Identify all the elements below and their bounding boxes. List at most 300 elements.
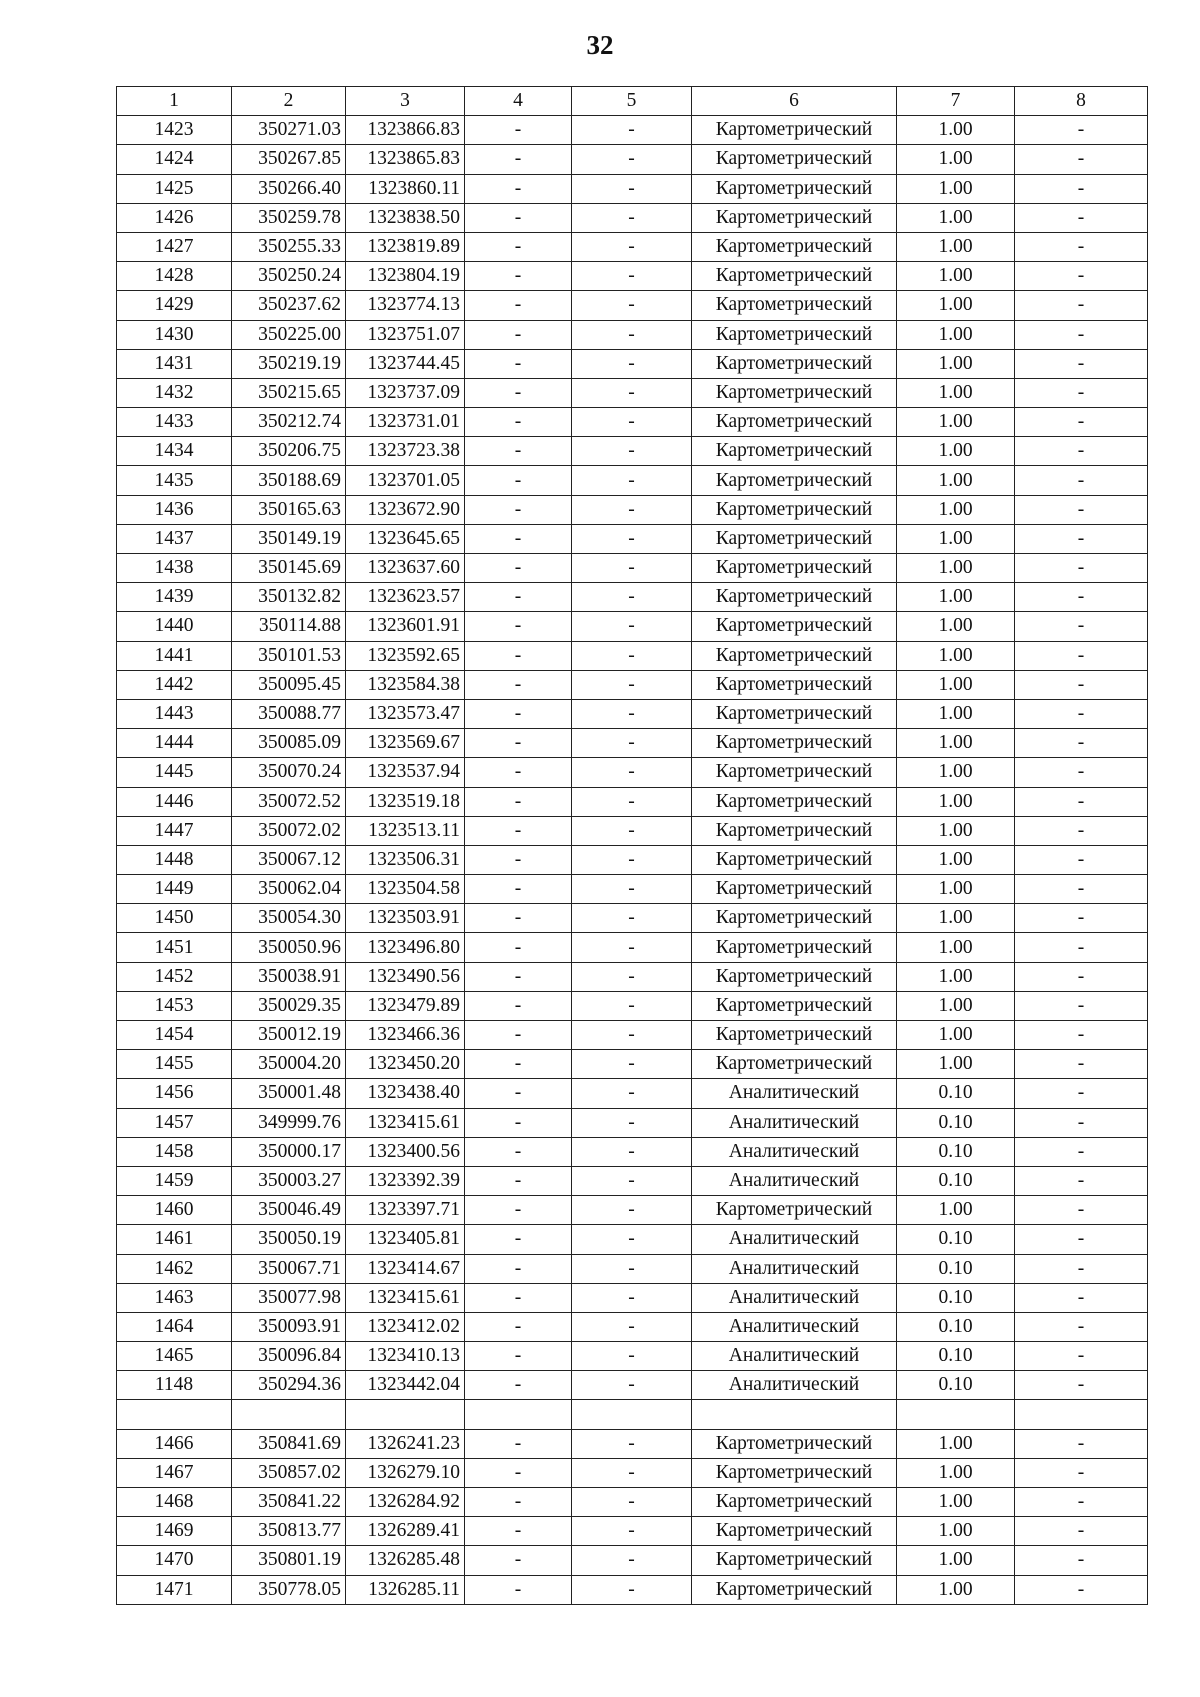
table-cell-col-4: - — [465, 1050, 572, 1079]
table-cell-col-7: 1.00 — [897, 437, 1015, 466]
table-row — [117, 495, 1148, 524]
table-cell-col-5: - — [572, 729, 692, 758]
table-cell-col-3: 1323645.65 — [346, 524, 465, 553]
table-cell-col-2: 350188.69 — [232, 466, 346, 495]
table-cell-col-2: 350857.02 — [232, 1458, 346, 1487]
table-cell-col-3: 1323466.36 — [346, 1021, 465, 1050]
table-row — [117, 787, 1148, 816]
table-cell-col-6: Картометрический — [692, 758, 897, 787]
table-cell-col-1: 1459 — [117, 1166, 232, 1195]
table-cell-col-5: - — [572, 1575, 692, 1604]
table-cell-col-4: - — [465, 320, 572, 349]
table-cell-col-6: Аналитический — [692, 1312, 897, 1341]
table-cell-col-4: - — [465, 495, 572, 524]
table-cell-col-1: 1434 — [117, 437, 232, 466]
table-cell-col-7: 0.10 — [897, 1079, 1015, 1108]
table-cell-col-5: - — [572, 699, 692, 728]
table-cell-col-3: 1323442.04 — [346, 1371, 465, 1400]
table-cell-col-6: Картометрический — [692, 524, 897, 553]
table-cell-col-1: 1451 — [117, 933, 232, 962]
table-cell-col-6: Аналитический — [692, 1166, 897, 1195]
table-cell-col-4: - — [465, 554, 572, 583]
table-cell-col-3: 1326241.23 — [346, 1429, 465, 1458]
table-cell-col-2: 350004.20 — [232, 1050, 346, 1079]
table-cell-col-3: 1323751.07 — [346, 320, 465, 349]
table-cell-col-5: - — [572, 320, 692, 349]
table-cell-col-8: - — [1015, 495, 1148, 524]
table-cell-col-4: - — [465, 203, 572, 232]
table-cell-col-4: - — [465, 933, 572, 962]
table-cell-col-6: Картометрический — [692, 933, 897, 962]
table-cell-col-8: - — [1015, 1050, 1148, 1079]
table-cell-col-4: - — [465, 1546, 572, 1575]
table-cell-col-2: 350267.85 — [232, 145, 346, 174]
table-cell-col-2: 350778.05 — [232, 1575, 346, 1604]
table-cell-col-6: Картометрический — [692, 699, 897, 728]
table-cell-col-2: 350054.30 — [232, 904, 346, 933]
table-row — [117, 1166, 1148, 1195]
table-cell-col-4: - — [465, 699, 572, 728]
table-cell-col-5: - — [572, 904, 692, 933]
table-cell-col-2: 350101.53 — [232, 641, 346, 670]
table-cell-col-5: - — [572, 1546, 692, 1575]
table-cell-col-4: - — [465, 349, 572, 378]
table-cell-col-7: 0.10 — [897, 1225, 1015, 1254]
table-row — [117, 116, 1148, 145]
page-number: 32 — [586, 30, 614, 60]
table-cell-col-3: 1323405.81 — [346, 1225, 465, 1254]
table-cell-col-5: - — [572, 933, 692, 962]
table-cell-col-8: - — [1015, 145, 1148, 174]
table-cell-col-7: 0.10 — [897, 1312, 1015, 1341]
table-cell-col-7: 1.00 — [897, 1517, 1015, 1546]
table-cell-col-3: 1323744.45 — [346, 349, 465, 378]
table-cell-col-4: - — [465, 1283, 572, 1312]
table-cell-col-2: 350070.24 — [232, 758, 346, 787]
table-cell-col-7: 1.00 — [897, 729, 1015, 758]
table-cell-col-1: 1435 — [117, 466, 232, 495]
table-cell-col-6: Картометрический — [692, 641, 897, 670]
table-cell-col-2: 350266.40 — [232, 174, 346, 203]
table-cell-col-7: 1.00 — [897, 699, 1015, 728]
table-cell-col-1: 1424 — [117, 145, 232, 174]
table-cell-col-6: Картометрический — [692, 583, 897, 612]
table-cell-col-2: 350114.88 — [232, 612, 346, 641]
table-cell-col-3: 1326285.48 — [346, 1546, 465, 1575]
table-cell-col-3: 1323412.02 — [346, 1312, 465, 1341]
table-cell-col-8: - — [1015, 174, 1148, 203]
table-cell-col-7: 1.00 — [897, 758, 1015, 787]
table-cell-col-3: 1323519.18 — [346, 787, 465, 816]
table-cell-col-7: 1.00 — [897, 875, 1015, 904]
table-cell-col-5: - — [572, 437, 692, 466]
table-cell-col-8: - — [1015, 670, 1148, 699]
table-cell-col-1: 1425 — [117, 174, 232, 203]
table-cell-col-6: Картометрический — [692, 1429, 897, 1458]
table-cell-col-4: - — [465, 845, 572, 874]
table-cell-col-5: - — [572, 991, 692, 1020]
table-cell-col-1: 1470 — [117, 1546, 232, 1575]
table-cell-col-1: 1445 — [117, 758, 232, 787]
table-cell-col-7: 1.00 — [897, 408, 1015, 437]
table-cell-col-7: 1.00 — [897, 1458, 1015, 1487]
table-cell-col-5 — [572, 1400, 692, 1429]
table-cell-col-6: Аналитический — [692, 1108, 897, 1137]
table-cell-col-5: - — [572, 116, 692, 145]
table-cell-col-1: 1467 — [117, 1458, 232, 1487]
table-cell-col-8: - — [1015, 1312, 1148, 1341]
table-cell-col-3: 1323414.67 — [346, 1254, 465, 1283]
table-cell-col-6: Картометрический — [692, 378, 897, 407]
table-cell-col-1: 1440 — [117, 612, 232, 641]
table-cell-col-3: 1323865.83 — [346, 145, 465, 174]
table-cell-col-1: 1446 — [117, 787, 232, 816]
table-cell-col-4: - — [465, 1079, 572, 1108]
table-cell-col-3: 1323503.91 — [346, 904, 465, 933]
table-cell-col-8: - — [1015, 641, 1148, 670]
table-cell-col-5: - — [572, 641, 692, 670]
table-cell-col-1: 1436 — [117, 495, 232, 524]
table-cell-col-5: - — [572, 1429, 692, 1458]
table-cell-col-7: 1.00 — [897, 933, 1015, 962]
table-cell-col-6: Картометрический — [692, 962, 897, 991]
table-cell-col-3: 1323506.31 — [346, 845, 465, 874]
table-cell-col-3: 1323774.13 — [346, 291, 465, 320]
table-row — [117, 174, 1148, 203]
table-cell-col-6: Картометрический — [692, 612, 897, 641]
table-cell-col-8: - — [1015, 232, 1148, 261]
table-cell-col-4: - — [465, 116, 572, 145]
column-header-1: 1 — [117, 87, 232, 116]
table-cell-col-2: 350145.69 — [232, 554, 346, 583]
table-cell-col-1: 1427 — [117, 232, 232, 261]
table-cell-col-7: 0.10 — [897, 1342, 1015, 1371]
table-cell-col-7: 1.00 — [897, 612, 1015, 641]
table-cell-col-4: - — [465, 1108, 572, 1137]
table-row — [117, 1458, 1148, 1487]
table-cell-col-2: 350165.63 — [232, 495, 346, 524]
table-cell-col-2: 350271.03 — [232, 116, 346, 145]
table-row — [117, 466, 1148, 495]
table-cell-col-3: 1323592.65 — [346, 641, 465, 670]
table-cell-col-5: - — [572, 554, 692, 583]
table-cell-col-6: Картометрический — [692, 1517, 897, 1546]
table-cell-col-4: - — [465, 232, 572, 261]
table-cell-col-6: Картометрический — [692, 174, 897, 203]
table-cell-col-4: - — [465, 174, 572, 203]
table-cell-col-3: 1323569.67 — [346, 729, 465, 758]
table-cell-col-2: 349999.76 — [232, 1108, 346, 1137]
table-cell-col-5: - — [572, 816, 692, 845]
table-cell-col-6: Аналитический — [692, 1137, 897, 1166]
table-cell-col-7 — [897, 1400, 1015, 1429]
table-cell-col-8: - — [1015, 466, 1148, 495]
table-cell-col-2: 350050.19 — [232, 1225, 346, 1254]
table-cell-col-2: 350029.35 — [232, 991, 346, 1020]
table-cell-col-1: 1439 — [117, 583, 232, 612]
table-cell-col-6 — [692, 1400, 897, 1429]
table-cell-col-4: - — [465, 962, 572, 991]
table-cell-col-7: 1.00 — [897, 1488, 1015, 1517]
table-cell-col-8: - — [1015, 1429, 1148, 1458]
table-cell-col-5: - — [572, 262, 692, 291]
table-cell-col-7: 1.00 — [897, 816, 1015, 845]
table-cell-col-3: 1323400.56 — [346, 1137, 465, 1166]
table-row — [117, 145, 1148, 174]
table-cell-col-2: 350093.91 — [232, 1312, 346, 1341]
table-cell-col-2: 350255.33 — [232, 232, 346, 261]
table-cell-col-7: 1.00 — [897, 174, 1015, 203]
table-cell-col-6: Картометрический — [692, 349, 897, 378]
table-cell-col-7: 1.00 — [897, 641, 1015, 670]
table-cell-col-2: 350067.71 — [232, 1254, 346, 1283]
table-cell-col-7: 1.00 — [897, 291, 1015, 320]
table-cell-col-8 — [1015, 1400, 1148, 1429]
table-cell-col-3: 1323490.56 — [346, 962, 465, 991]
table-cell-col-4: - — [465, 641, 572, 670]
table-cell-col-6: Аналитический — [692, 1283, 897, 1312]
table-cell-col-3: 1323537.94 — [346, 758, 465, 787]
table-cell-col-7: 0.10 — [897, 1166, 1015, 1195]
table-cell-col-7: 1.00 — [897, 1546, 1015, 1575]
table-cell-col-6: Картометрический — [692, 816, 897, 845]
table-cell-col-6: Картометрический — [692, 145, 897, 174]
table-cell-col-1: 1448 — [117, 845, 232, 874]
table-cell-col-3 — [346, 1400, 465, 1429]
table-cell-col-3: 1323672.90 — [346, 495, 465, 524]
table-cell-col-3: 1326289.41 — [346, 1517, 465, 1546]
table-cell-col-4: - — [465, 378, 572, 407]
table-cell-col-1: 1441 — [117, 641, 232, 670]
table-cell-col-3: 1323415.61 — [346, 1108, 465, 1137]
table-cell-col-8: - — [1015, 875, 1148, 904]
table-cell-col-3: 1323804.19 — [346, 262, 465, 291]
table-cell-col-6: Аналитический — [692, 1371, 897, 1400]
table-cell-col-6: Картометрический — [692, 1488, 897, 1517]
table-cell-col-8: - — [1015, 699, 1148, 728]
table-cell-col-3: 1323866.83 — [346, 116, 465, 145]
table-cell-col-1: 1471 — [117, 1575, 232, 1604]
table-cell-col-7: 1.00 — [897, 116, 1015, 145]
table-cell-col-1: 1437 — [117, 524, 232, 553]
table-cell-col-1: 1463 — [117, 1283, 232, 1312]
table-cell-col-6: Картометрический — [692, 408, 897, 437]
table-cell-col-2: 350000.17 — [232, 1137, 346, 1166]
column-header-3: 3 — [346, 87, 465, 116]
table-cell-col-3: 1326284.92 — [346, 1488, 465, 1517]
table-cell-col-6: Картометрический — [692, 495, 897, 524]
table-cell-col-6: Картометрический — [692, 1458, 897, 1487]
table-cell-col-4: - — [465, 612, 572, 641]
table-cell-col-8: - — [1015, 1488, 1148, 1517]
table-row — [117, 1079, 1148, 1108]
table-cell-col-6: Аналитический — [692, 1225, 897, 1254]
table-cell-col-7: 0.10 — [897, 1283, 1015, 1312]
table-cell-col-1: 1466 — [117, 1429, 232, 1458]
table-cell-col-2: 350062.04 — [232, 875, 346, 904]
table-cell-col-2 — [232, 1400, 346, 1429]
table-cell-col-8: - — [1015, 583, 1148, 612]
table-cell-col-5: - — [572, 1312, 692, 1341]
table-cell-col-2: 350072.02 — [232, 816, 346, 845]
table-cell-col-1: 1464 — [117, 1312, 232, 1341]
table-cell-col-5: - — [572, 291, 692, 320]
table-cell-col-5: - — [572, 845, 692, 874]
table-cell-col-3: 1323737.09 — [346, 378, 465, 407]
table-cell-col-5: - — [572, 145, 692, 174]
table-cell-col-6: Картометрический — [692, 875, 897, 904]
table-row — [117, 1137, 1148, 1166]
table-cell-col-7: 1.00 — [897, 262, 1015, 291]
table-cell-col-8: - — [1015, 1079, 1148, 1108]
table-cell-col-5: - — [572, 1283, 692, 1312]
table-cell-col-6: Картометрический — [692, 670, 897, 699]
table-cell-col-3: 1323438.40 — [346, 1079, 465, 1108]
table-cell-col-8: - — [1015, 1225, 1148, 1254]
table-cell-col-3: 1323838.50 — [346, 203, 465, 232]
table-row — [117, 904, 1148, 933]
table-cell-col-5: - — [572, 1137, 692, 1166]
table-row — [117, 232, 1148, 261]
table-cell-col-4: - — [465, 1575, 572, 1604]
table-row — [117, 1196, 1148, 1225]
table-cell-col-3: 1323731.01 — [346, 408, 465, 437]
table-cell-col-5: - — [572, 875, 692, 904]
table-header-row — [117, 87, 1148, 116]
table-cell-col-4: - — [465, 583, 572, 612]
table-cell-col-2: 350149.19 — [232, 524, 346, 553]
table-cell-col-4: - — [465, 670, 572, 699]
table-row — [117, 1021, 1148, 1050]
table-cell-col-6: Картометрический — [692, 1196, 897, 1225]
table-cell-col-4 — [465, 1400, 572, 1429]
table-cell-col-2: 350012.19 — [232, 1021, 346, 1050]
table-cell-col-7: 1.00 — [897, 554, 1015, 583]
table-row — [117, 262, 1148, 291]
table-cell-col-7: 0.10 — [897, 1371, 1015, 1400]
table-cell-col-1: 1429 — [117, 291, 232, 320]
table-cell-col-4: - — [465, 524, 572, 553]
table-cell-col-5: - — [572, 408, 692, 437]
table-cell-col-5: - — [572, 962, 692, 991]
table-cell-col-4: - — [465, 1196, 572, 1225]
table-cell-col-6: Картометрический — [692, 262, 897, 291]
table-cell-col-5: - — [572, 758, 692, 787]
column-header-2: 2 — [232, 87, 346, 116]
table-body — [117, 87, 1148, 1605]
table-cell-col-4: - — [465, 1488, 572, 1517]
table-cell-col-5: - — [572, 1517, 692, 1546]
table-cell-col-7: 1.00 — [897, 787, 1015, 816]
table-row — [117, 291, 1148, 320]
table-cell-col-4: - — [465, 466, 572, 495]
table-cell-col-5: - — [572, 1342, 692, 1371]
table-cell-col-3: 1326285.11 — [346, 1575, 465, 1604]
table-cell-col-2: 350237.62 — [232, 291, 346, 320]
table-cell-col-3: 1323479.89 — [346, 991, 465, 1020]
table-cell-col-7: 1.00 — [897, 1050, 1015, 1079]
table-cell-col-7: 1.00 — [897, 1575, 1015, 1604]
table-cell-col-2: 350088.77 — [232, 699, 346, 728]
table-cell-col-6: Картометрический — [692, 554, 897, 583]
table-cell-col-8: - — [1015, 991, 1148, 1020]
table-cell-col-2: 350085.09 — [232, 729, 346, 758]
table-cell-col-1: 1431 — [117, 349, 232, 378]
table-cell-col-3: 1323819.89 — [346, 232, 465, 261]
table-row — [117, 641, 1148, 670]
table-cell-col-3: 1323504.58 — [346, 875, 465, 904]
table-row — [117, 1225, 1148, 1254]
table-cell-col-3: 1323392.39 — [346, 1166, 465, 1195]
table-cell-col-4: - — [465, 1312, 572, 1341]
table-row — [117, 699, 1148, 728]
table-cell-col-8: - — [1015, 1546, 1148, 1575]
table-cell-col-7: 1.00 — [897, 1196, 1015, 1225]
table-cell-col-3: 1323415.61 — [346, 1283, 465, 1312]
table-cell-col-7: 1.00 — [897, 1021, 1015, 1050]
table-cell-col-8: - — [1015, 612, 1148, 641]
table-cell-col-4: - — [465, 437, 572, 466]
table-cell-col-6: Картометрический — [692, 904, 897, 933]
table-row — [117, 991, 1148, 1020]
table-cell-col-3: 1323496.80 — [346, 933, 465, 962]
table-cell-col-6: Картометрический — [692, 1050, 897, 1079]
table-cell-col-6: Картометрический — [692, 203, 897, 232]
table-cell-col-2: 350003.27 — [232, 1166, 346, 1195]
table-cell-col-2: 350841.22 — [232, 1488, 346, 1517]
table-cell-col-8: - — [1015, 554, 1148, 583]
table-cell-col-5: - — [572, 1050, 692, 1079]
table-cell-col-4: - — [465, 875, 572, 904]
table-cell-col-5: - — [572, 612, 692, 641]
table-row — [117, 1050, 1148, 1079]
table-cell-col-5: - — [572, 1225, 692, 1254]
table-row — [117, 408, 1148, 437]
table-cell-col-8: - — [1015, 758, 1148, 787]
table-cell-col-8: - — [1015, 1108, 1148, 1137]
table-cell-col-1: 1461 — [117, 1225, 232, 1254]
table-cell-col-4: - — [465, 1137, 572, 1166]
table-cell-col-1: 1454 — [117, 1021, 232, 1050]
table-cell-col-2: 350294.36 — [232, 1371, 346, 1400]
table-cell-col-8: - — [1015, 1254, 1148, 1283]
table-cell-col-4: - — [465, 1429, 572, 1458]
table-cell-col-1: 1428 — [117, 262, 232, 291]
table-cell-col-8: - — [1015, 320, 1148, 349]
table-cell-col-7: 1.00 — [897, 670, 1015, 699]
table-cell-col-2: 350038.91 — [232, 962, 346, 991]
table-cell-col-2: 350095.45 — [232, 670, 346, 699]
table-cell-col-6: Картометрический — [692, 116, 897, 145]
table-cell-col-2: 350001.48 — [232, 1079, 346, 1108]
table-cell-col-1: 1426 — [117, 203, 232, 232]
table-cell-col-7: 1.00 — [897, 962, 1015, 991]
table-cell-col-5: - — [572, 583, 692, 612]
table-cell-col-6: Аналитический — [692, 1342, 897, 1371]
table-cell-col-2: 350225.00 — [232, 320, 346, 349]
table-cell-col-8: - — [1015, 203, 1148, 232]
table-cell-col-8: - — [1015, 1021, 1148, 1050]
table-cell-col-4: - — [465, 991, 572, 1020]
table-cell-col-3: 1323573.47 — [346, 699, 465, 728]
column-header-5: 5 — [572, 87, 692, 116]
table-cell-col-5: - — [572, 1021, 692, 1050]
table-cell-col-4: - — [465, 1166, 572, 1195]
table-cell-col-7: 1.00 — [897, 904, 1015, 933]
table-cell-col-1: 1456 — [117, 1079, 232, 1108]
table-cell-col-3: 1323410.13 — [346, 1342, 465, 1371]
table-cell-col-2: 350215.65 — [232, 378, 346, 407]
